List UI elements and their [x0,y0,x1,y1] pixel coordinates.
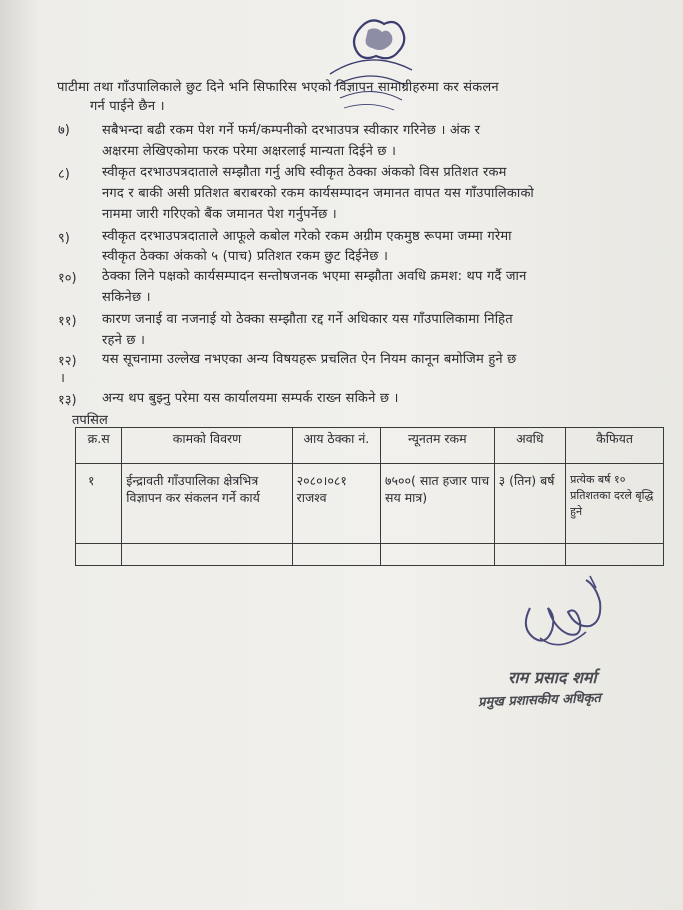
table-caption: तपसिल [72,413,108,428]
clause-8-line-1: स्वीकृत दरभाउपत्रदाताले सम्झौता गर्नु अघि स्वीकृत ठेक्का अंकको विस प्रतिशत रकम [102,165,507,180]
clause-9-line-2: स्वीकृत ठेक्का अंकको ५ (पाच) प्रतिशत रकम छुट दिईनेछ । [102,249,389,264]
cell-serial: १ [76,464,122,544]
clause-7-number: ७) [58,123,70,138]
clause-12-number: १२) [58,354,77,369]
cell-duration: ३ (तिन) बर्ष [494,464,566,544]
clause-13-line-1: अन्य थप बुझ्नु परेमा यस कार्यालयमा सम्पर्क राख्न सकिने छ । [102,391,399,406]
clause-11-number: ११) [58,314,77,329]
cell-contract-number: २०८०।०८१ राजश्व [292,464,380,544]
intro-line-2: गर्न पाईने छैन । [90,99,165,114]
signature-icon [500,568,620,668]
clause-10-line-1: ठेक्का लिने पक्षको कार्यसम्पादन सन्तोषजनक भएमा सम्झौता अवधि क्रमश: थप गर्दै जान [102,269,527,284]
clause-8-line-2: नगद र बाकी असी प्रतिशत बराबरको रकम कार्यसम्पादन जमानत वापत यस गाँउपालिकाको [102,186,535,201]
clause-9-number: ९) [58,231,70,246]
header-work-description: कामको विवरण [122,428,292,464]
table-row-empty [76,544,664,566]
header-duration: अवधि [494,428,566,464]
clause-13-number: १३) [58,393,77,408]
details-table [75,427,664,566]
header-contract-number: आय ठेक्का नं. [292,428,380,464]
clause-11-line-1: कारण जनाई वा नजनाई यो ठेक्का सम्झौता रद्द गर्ने अधिकार यस गाँउपालिकामा निहित [102,312,513,327]
clause-12-line-1: यस सूचनामा उल्लेख नभएका अन्य विषयहरू प्रचलित ऐन नियम कानून बमोजिम हुने छ [102,352,517,367]
signatory-name: राम प्रसाद शर्मा [508,668,597,687]
clause-10-number: १०) [58,271,77,286]
table-row [76,464,664,544]
intro-line-1: पाटीमा तथा गाँउपालिकाले छुट दिने भनि सिफारिस भएको विज्ञापन सामाग्रीहरुमा कर संकलन [57,80,499,95]
clause-7-line-2: अक्षरमा लेखिएकोमा फरक परेमा अक्षरलाई मान्यता दिईने छ । [102,144,397,159]
cell-minimum-amount: ७५००( सात हजार पाच सय मात्र) [381,464,495,544]
clause-8-line-3: नाममा जारी गरिएको बैंक जमानत पेश गर्नुपर्नेछ । [102,207,337,222]
clause-9-line-1: स्वीकृत दरभाउपत्रदाताले आफूले कबोल गरेको रकम अग्रीम एकमुष्ठ रूपमा जम्मा गरेमा [102,229,512,244]
signatory-title: प्रमुख प्रशासकीय अधिकृत [477,690,602,711]
cell-work-description: ईन्द्रावती गाँउपालिका क्षेत्रभित्र विज्ञापन कर संकलन गर्ने कार्य [122,464,292,544]
office-stamp-icon [310,14,428,114]
header-serial: क्र.स [76,428,122,464]
clause-7-line-1: सबैभन्दा बढी रकम पेश गर्ने फर्म/कम्पनीको दरभाउपत्र स्वीकार गरिनेछ । अंक र [102,123,481,138]
clause-12-line-2: । [60,371,66,386]
cell-remarks: प्रत्येक बर्ष १० प्रतिशतका दरले बृद्धि हुने [566,464,664,544]
header-remarks: कैफियत [566,428,664,464]
clause-10-line-2: सकिनेछ । [102,290,151,305]
header-minimum-amount: न्यूनतम रकम [381,428,495,464]
clause-11-line-2: रहने छ । [102,333,146,348]
clause-8-number: ८) [58,167,70,182]
table-header-row [76,428,664,464]
